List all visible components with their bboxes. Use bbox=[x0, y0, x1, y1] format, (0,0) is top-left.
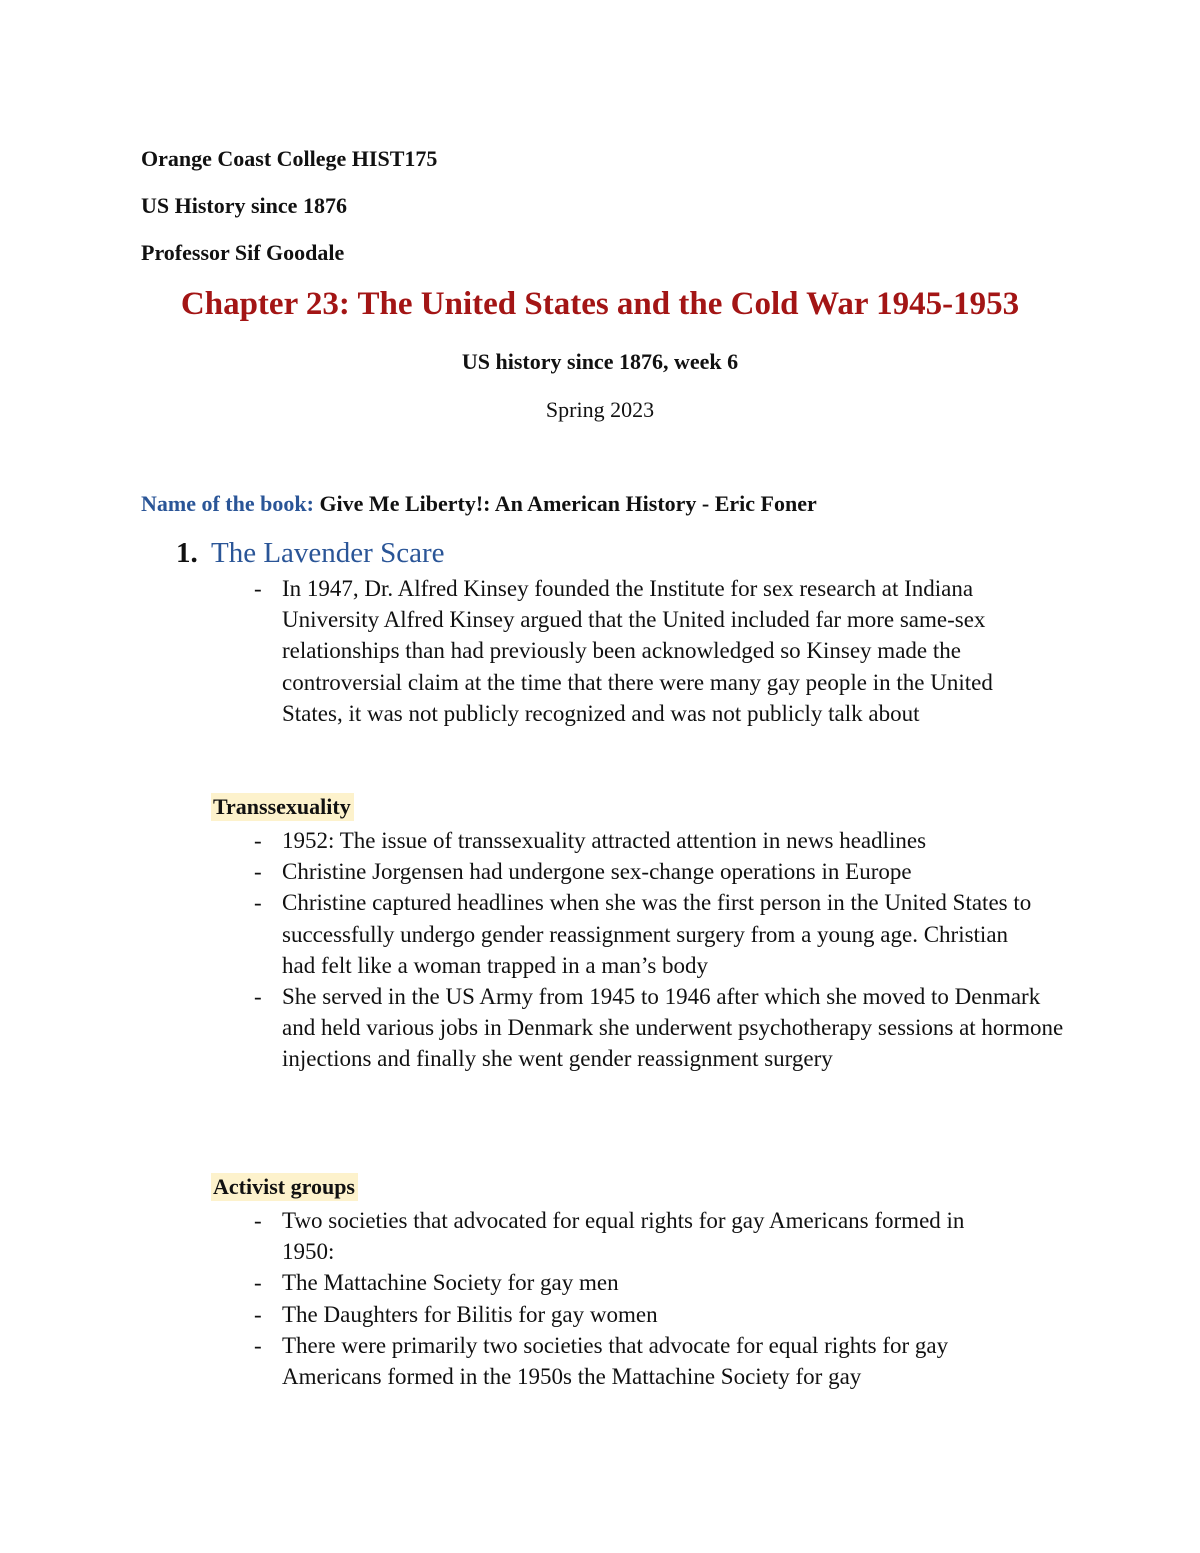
bullet-marker: - bbox=[254, 576, 262, 601]
course-line: Orange Coast College HIST175 bbox=[141, 146, 438, 171]
section-heading-lavender-scare bbox=[176, 535, 444, 571]
list-item bbox=[254, 1330, 1042, 1392]
bullet-marker: - bbox=[254, 828, 262, 853]
list-item-text: She served in the US Army from 1945 to 1946 after which she moved to Denmark and held various jobs in Denmark she underwent psychotherapy sessions at hormone injections and finally she went gender reassignment surgery bbox=[282, 984, 1064, 1072]
list-item-text: The Mattachine Society for gay men bbox=[282, 1270, 619, 1296]
list-item-text: Christine captured headlines when she was the first person in the United States to successfully undergo gender reassignment surgery from a young age. Christian had felt like a woman trapped in a man’s body bbox=[282, 890, 1032, 978]
list-item-text: There were primarily two societies that advocate for equal rights for gay Americans formed in the 1950s the Mattachine Society for gay bbox=[282, 1332, 949, 1390]
list-item bbox=[254, 1299, 1072, 1330]
term-label: Spring 2023 bbox=[545, 397, 655, 422]
book-label: Name of the book: bbox=[141, 491, 314, 516]
lavender-scare-list bbox=[254, 573, 1052, 729]
class-line: US History since 1876 bbox=[141, 193, 347, 218]
professor-line: Professor Sif Goodale bbox=[141, 240, 345, 265]
bullet-marker: - bbox=[254, 984, 262, 1010]
list-item bbox=[254, 887, 1042, 981]
subheading-activist-groups bbox=[211, 1173, 358, 1201]
subheading-text: Activist groups bbox=[211, 1173, 358, 1201]
bullet-marker: - bbox=[254, 1270, 262, 1296]
list-item bbox=[254, 981, 1072, 1075]
list-item bbox=[254, 1205, 1002, 1267]
list-item bbox=[254, 573, 1052, 729]
page-subtitle: US history since 1876, week 6 bbox=[461, 349, 739, 374]
activist-groups-list bbox=[254, 1205, 1072, 1392]
section-number: 1. bbox=[176, 537, 198, 569]
list-item bbox=[254, 856, 1072, 887]
book-title: Give Me Liberty!: An American History - Eric Foner bbox=[319, 491, 817, 516]
page-title: Chapter 23: The United States and the Cold War 1945-1953 bbox=[180, 286, 1020, 322]
section-title: The Lavender Scare bbox=[211, 537, 445, 569]
list-item-text: In 1947, Dr. Alfred Kinsey founded the Institute for sex research at Indiana University Alfred Kinsey argued that the United included far more same-sex relationships than had previously been acknowledged so Kinsey made the controversial claim at the time that there were many gay people in the United States, it was not publicly recognized and was not publicly talk about bbox=[282, 576, 993, 726]
transsexuality-list bbox=[254, 825, 1072, 1075]
list-item-text: The Daughters for Bilitis for gay women bbox=[282, 1301, 658, 1327]
bullet-marker: - bbox=[254, 1208, 262, 1233]
subheading-text: Transsexuality bbox=[211, 793, 354, 821]
bullet-marker: - bbox=[254, 1301, 262, 1327]
book-line bbox=[141, 491, 817, 517]
list-item-text: Christine Jorgensen had undergone sex-change operations in Europe bbox=[282, 859, 912, 885]
bullet-marker: - bbox=[254, 1332, 262, 1358]
bullet-marker: - bbox=[254, 859, 262, 885]
list-item-text: 1952: The issue of transsexuality attracted attention in news headlines bbox=[282, 828, 927, 853]
subheading-transsexuality bbox=[211, 793, 354, 821]
list-item bbox=[254, 825, 1072, 856]
bullet-marker: - bbox=[254, 890, 262, 916]
list-item bbox=[254, 1267, 1072, 1298]
list-item-text: Two societies that advocated for equal rights for gay Americans formed in 1950: bbox=[282, 1208, 965, 1265]
